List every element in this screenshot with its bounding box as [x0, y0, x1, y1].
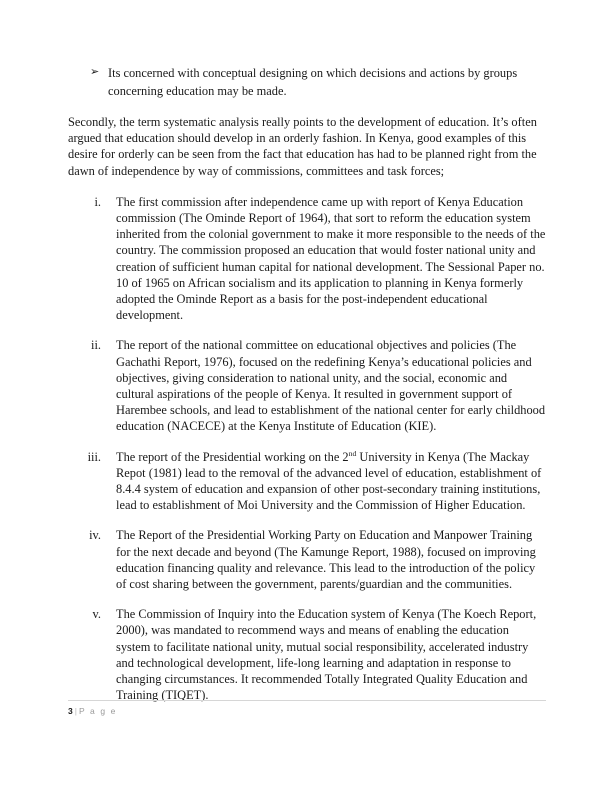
footer-page-number: 3	[68, 706, 73, 716]
list-item-text-part: The report of the Presidential working on the 2	[116, 449, 349, 464]
list-item-marker: iv.	[89, 528, 101, 543]
list-item-text	[116, 449, 546, 514]
list-item-marker: iii.	[87, 449, 101, 464]
list-item	[68, 449, 546, 514]
arrow-bullet-item	[68, 64, 546, 100]
list-item-text: The first commission after independence came up with report of Kenya Education commission (The Ominde Report of 1964), that sort to reform the education system inherited from the colonial government to make it more responsible to the needs of the country. The commission proposed an education that would foster national unity and creation of sufficient human capital for national development. The Sessional Paper no. 10 of 1965 on African socialism and its application to planning in Kenya formerly adopted the Ominde Report as a basis for the post-independent educational development.	[116, 194, 546, 323]
roman-numeral-list	[68, 194, 546, 704]
list-item-marker: i.	[94, 194, 101, 209]
page-footer	[68, 700, 546, 716]
list-item-marker: v.	[92, 607, 101, 622]
footer-page-label	[68, 706, 546, 716]
arrow-bullet-text: Its concerned with conceptual designing on which decisions and actions by groups concerning education may be made.	[108, 66, 518, 98]
page-content	[68, 64, 546, 704]
footer-divider	[68, 700, 546, 701]
list-item-marker: ii.	[91, 338, 101, 353]
body-paragraph-secondly: Secondly, the term systematic analysis really points to the development of education. It’s often argued that education should develop in an orderly fashion. In Kenya, good examples of this desire for orderly can be seen from the fact that education has had to be planned right from the dawn of independence by way of commissions, committees and task forces;	[68, 115, 537, 178]
list-item-text: The Commission of Inquiry into the Education system of Kenya (The Koech Report, 2000), was mandated to recommend ways and means of enabling the education system to facilitate national unity, mutual social responsibility, accelerated industry and technological development, life-long learning and adaptation in response to changing circumstances. It recommended Totally Integrated Quality Education and Training (TIQET).	[116, 607, 537, 703]
list-item	[68, 527, 546, 592]
list-item	[68, 337, 546, 434]
list-item	[68, 606, 546, 703]
list-item-text-part: University in Kenya (The Mackay Repot (1981) lead to the removal of the advanced level of education, establishment of 8.4.4 system of education and expansion of other post-secondary training institutions, lead to establishment of Moi University and the Commission of Higher Education.	[116, 449, 542, 513]
list-item-text: The Report of the Presidential Working Party on Education and Manpower Training for the next decade and beyond (The Kamunge Report, 1988), focused on improving education financing quality and relevance. This lead to the introduction of the policy of cost sharing between the government, parents/guardian and the communities.	[116, 528, 536, 592]
list-item-text: The report of the national committee on educational objectives and policies (The Gachathi Report, 1976), focused on the redefining Kenya’s educational policies and objectives, giving consideration to national unity, and the social, economic and cultural aspirations of the people of Kenya. It resulted in government support of Harembee schools, and lead to establishment of the national center for early childhood education (NACECE) at the Kenya Institute of Education (KIE).	[116, 338, 546, 434]
footer-separator: |	[74, 706, 77, 716]
arrow-bullet-icon: ➢	[90, 65, 100, 78]
list-item	[68, 194, 546, 324]
footer-page-word: P a g e	[78, 706, 117, 716]
ordinal-superscript: nd	[348, 448, 357, 458]
